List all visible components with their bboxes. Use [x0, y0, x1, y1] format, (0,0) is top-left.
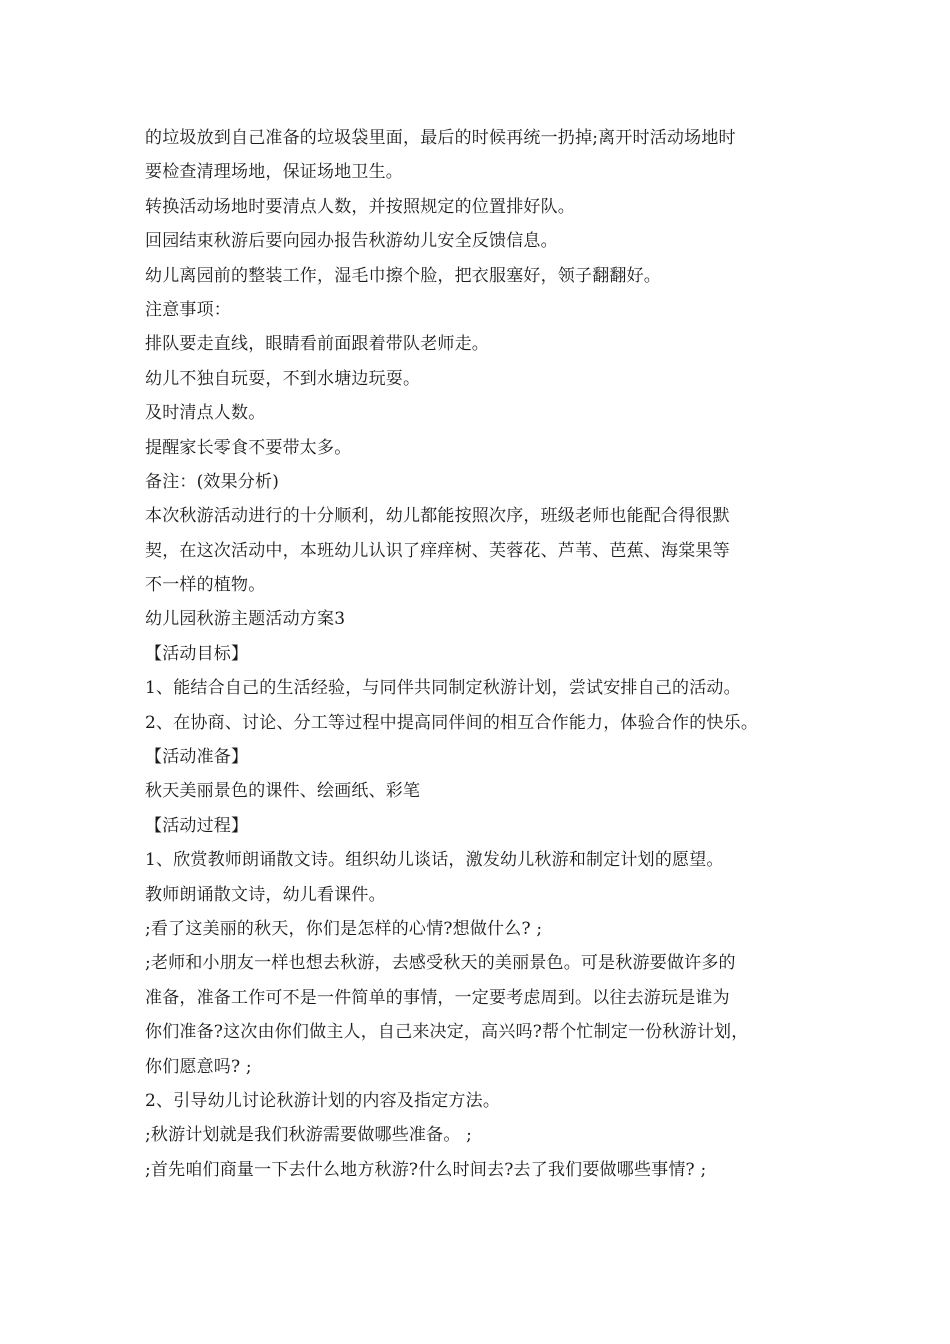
section-heading: 【活动准备】: [145, 747, 249, 768]
text-line: 契，在这次活动中，本班幼儿认识了痒痒树、芙蓉花、芦苇、芭蕉、海棠果等: [145, 540, 730, 561]
text-line: ;老师和小朋友一样也想去秋游，去感受秋天的美丽景色。可是秋游要做许多的: [145, 953, 736, 974]
document-body: [145, 121, 825, 1187]
document-title: 幼儿园秋游主题活动方案3: [145, 609, 346, 630]
text-line: 本次秋游活动进行的十分顺利，幼儿都能按照次序，班级老师也能配合得很默: [145, 506, 730, 527]
list-item: 2、在协商、讨论、分工等过程中提高同伴间的相互合作能力，体验合作的快乐。: [145, 712, 759, 733]
list-item: 1、欣赏教师朗诵散文诗。组织幼儿谈话，激发幼儿秋游和制定计划的愿望。: [145, 850, 724, 871]
section-heading: 备注：(效果分析): [145, 471, 280, 492]
text-line: ;看了这美丽的秋天，你们是怎样的心情?想做什么? ;: [145, 918, 543, 939]
list-item: 1、能结合自己的生活经验，与同伴共同制定秋游计划，尝试安排自己的活动。: [145, 678, 741, 699]
text-line: 你们准备?这次由你们做主人，自己来决定，高兴吗?帮个忙制定一份秋游计划，: [145, 1022, 749, 1043]
text-line: 提醒家长零食不要带太多。: [145, 437, 352, 458]
text-line: 要检查清理场地，保证场地卫生。: [145, 162, 403, 183]
text-line: ;首先咱们商量一下去什么地方秋游?什么时间去?去了我们要做哪些事情? ;: [145, 1159, 707, 1180]
text-line: 准备，准备工作可不是一件简单的事情，一定要考虑周到。以往去游玩是谁为: [145, 987, 730, 1008]
text-line: 秋天美丽景色的课件、绘画纸、彩笔: [145, 781, 421, 802]
section-heading: 【活动过程】: [145, 815, 249, 836]
text-line: 转换活动场地时要清点人数，并按照规定的位置排好队。: [145, 196, 575, 217]
text-line: 你们愿意吗? ;: [145, 1056, 252, 1077]
text-line: 回园结束秋游后要向园办报告秋游幼儿安全反馈信息。: [145, 231, 558, 252]
text-line: ;秋游计划就是我们秋游需要做哪些准备。 ;: [145, 1125, 473, 1146]
text-line: 教师朗诵散文诗，幼儿看课件。: [145, 884, 386, 905]
section-heading: 【活动目标】: [145, 643, 249, 664]
text-line: 幼儿离园前的整装工作，湿毛巾擦个脸，把衣服塞好，领子翻翻好。: [145, 265, 661, 286]
text-line: 幼儿不独自玩耍，不到水塘边玩耍。: [145, 368, 421, 389]
section-heading: 注意事项：: [145, 299, 231, 320]
text-line: 排队要走直线，眼睛看前面跟着带队老师走。: [145, 334, 489, 355]
text-line: 及时清点人数。: [145, 403, 266, 424]
list-item: 2、引导幼儿讨论秋游计划的内容及指定方法。: [145, 1090, 501, 1111]
text-line: 不一样的植物。: [145, 575, 266, 596]
text-line: 的垃圾放到自己准备的垃圾袋里面，最后的时候再统一扔掉;离开时活动场地时: [145, 128, 736, 148]
